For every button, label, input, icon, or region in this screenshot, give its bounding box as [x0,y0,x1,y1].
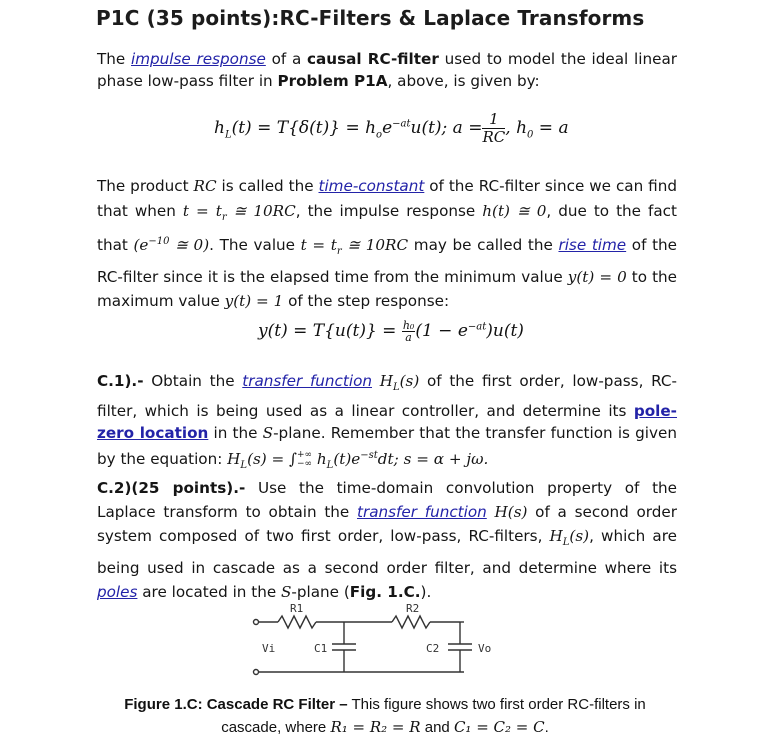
c2-m2: H [549,527,563,546]
p2-m3: (e [133,236,149,255]
eq1-frac-num: 1 [482,111,505,129]
p2-math-1 [182,201,296,223]
intro-text-1: The [97,50,131,68]
c1-lower-limit: −∞ [297,458,313,469]
c1-text-2: of the first order, low-pass, RC-filter, which is being used as a linear controller, and determine its [97,372,677,420]
impulse-response-equation [214,111,569,146]
problem-p1a-bold: Problem P1A [277,72,388,90]
c1-text-3: in the [208,424,263,443]
c2-text-2: of a second order system composed of two first order, low-pass, RC-filters, [97,503,677,546]
vo-label: Vo [478,642,492,655]
c1-eq-exp: −st [360,449,378,461]
p2-math-5: y(t) = 0 [567,267,627,286]
p2-text-8: of the RC-filter since it is the elapsed time from the minimum value [97,236,678,286]
p2-text-9: to the maximum value [97,267,677,311]
c1-text-4: -plane. Remember that the transfer function is given by the equation: [97,424,677,468]
r1-label: R1 [290,602,304,615]
p2-math-4 [300,236,409,258]
caption-text-3: . [544,719,549,736]
c1-eq-sub: L [240,459,248,471]
c2-text-4: are located in the [137,582,281,601]
eq1-h0: h [516,118,528,138]
p2-m3-rest: ≅ 0) [169,236,210,255]
p2-rc: RC [193,177,217,195]
p2-m3-exp: −10 [148,236,170,248]
input-terminal-bottom [254,670,259,675]
c1-eq-rest-sub: L [326,459,334,471]
caption-math-r: R₁ = R₂ = R [330,718,421,736]
c2-s-plane: S [281,582,292,601]
p2-text-2: is called the [216,177,319,195]
intro-text-2: of a [265,50,308,68]
p2-m4-rest: ≅ 10RC [341,236,409,255]
eq2-exponent: −at [467,321,487,333]
caption-text-1: This figure shows two first order RC-filters in cascade, where [221,696,646,736]
poles-link[interactable]: poles [97,582,138,601]
p2-text-10: of the step response: [283,292,450,311]
impulse-response-link[interactable]: impulse response [131,50,266,68]
p2-text-3: of the RC-filter since we can find that when [97,177,677,220]
c2-m2-sub: L [562,537,570,549]
causal-rc-filter-bold: causal RC-filter [307,50,439,68]
eq2-fraction [402,320,416,343]
intro-paragraph [97,48,677,92]
eq1-sub-o: o [376,129,383,141]
p2-math-3 [134,236,210,254]
p2-text-6: . The value [209,236,301,255]
c2-text-3: , which are being used in cascade as a second order filter, and determine where its [97,527,677,577]
p2-m4-sub: r [336,246,342,258]
eq1-sub-l: L [224,129,232,141]
fig-1c-bold: Fig. 1.C. [349,582,421,601]
p2-math-6: y(t) = 1 [224,292,284,311]
eq1-part2: e [382,118,393,138]
c2-label: C.2)(25 points).- [97,479,246,497]
time-constant-paragraph [97,174,677,314]
p2-text-4: , the impulse response [295,201,483,220]
p2-m1: t = t [182,201,222,220]
eq1-frac-den: RC [482,128,506,146]
c1-eq-h: H [227,449,241,468]
p2-m1-rest: ≅ 10RC [226,201,296,220]
rise-time-link[interactable]: rise time [558,236,627,255]
c2-text-5: -plane ( [291,582,350,601]
step-response-equation [258,320,524,343]
eq1-comma: , [505,118,511,138]
eq1-h: h [214,118,225,138]
page-title: P1C (35 points):RC-Filters & Laplace Transforms [96,6,645,30]
c1-eq-rest: h [312,449,327,468]
question-c2 [97,476,677,604]
eq2-part1: y(t) = T{u(t)} = [258,321,402,341]
eq2-frac-num: h₀ [402,319,415,332]
eq1-fraction [482,111,505,146]
caption-text-2: and [420,719,454,736]
c1-cap-label: C1 [314,642,328,655]
question-c1 [97,370,677,477]
c1-m1-sub: L [392,382,400,394]
p2-text-5: , due to the fact that [97,201,677,255]
eq1-exponent: −at [392,118,411,130]
c1-upper-limit: +∞ [297,449,313,460]
c1-eq-tail: dt; s = α + jω. [377,449,489,468]
r2-label: R2 [406,602,420,615]
input-terminal-top [254,620,259,625]
c2-m2-rest: (s) [569,527,590,546]
c1-eq-rest2: (t)e [333,449,361,468]
c2-math-hl [549,527,590,549]
c2-text-1: Use the time-domain convolution property of the Laplace transform to obtain the [97,479,677,522]
c1-laplace-equation [227,449,489,471]
c1-m1-rest: (s) [399,372,420,390]
transfer-function-link-c2[interactable]: transfer function [357,503,487,522]
vi-label: Vi [262,642,276,655]
c2-math-hs: H(s) [494,503,528,522]
c1-integral-limits [297,451,312,469]
c1-s-plane: S [262,424,274,443]
c2-cap-label: C2 [426,642,440,655]
p2-m4: t = t [300,236,337,255]
eq2-part3: )u(t) [486,321,524,341]
pole-zero-location-link[interactable]: pole-zero location [97,401,677,443]
eq1-part3: u(t); a = [410,118,483,138]
cascade-rc-circuit [250,600,510,690]
c1-m1: H [379,372,393,390]
c1-label: C.1).- [97,372,144,390]
eq2-frac-den: a [405,331,412,344]
caption-bold: Figure 1.C: Cascade RC Filter – [124,696,348,713]
eq1-h0-sub: 0 [527,129,534,141]
resistor-r2 [392,616,430,628]
intro-text-3: used to model the ideal linear phase low-pass filter in [97,50,677,90]
caption-math-c: C₁ = C₂ = C [453,718,545,736]
c2-text-6: ). [420,582,432,601]
intro-text-4: , above, is given by: [387,72,540,90]
c1-math-hl [379,372,420,394]
p2-text-1: The product [97,177,194,195]
p2-m1-sub: r [221,211,227,223]
transfer-function-link-c1[interactable]: transfer function [242,372,372,390]
c1-eq-mid: (s) = ∫ [247,449,298,468]
eq2-part2: (1 − e [415,321,468,341]
p2-math-2: h(t) ≅ 0 [482,201,547,220]
figure-caption [100,694,670,739]
resistor-r1 [278,616,316,628]
p2-text-7: may be called the [408,236,559,255]
eq1-part1: (t) = T{δ(t)} = h [231,118,377,138]
time-constant-link[interactable]: time-constant [318,177,425,195]
eq1-h0-rest: = a [533,118,569,138]
c1-text-1: Obtain the [143,372,243,390]
